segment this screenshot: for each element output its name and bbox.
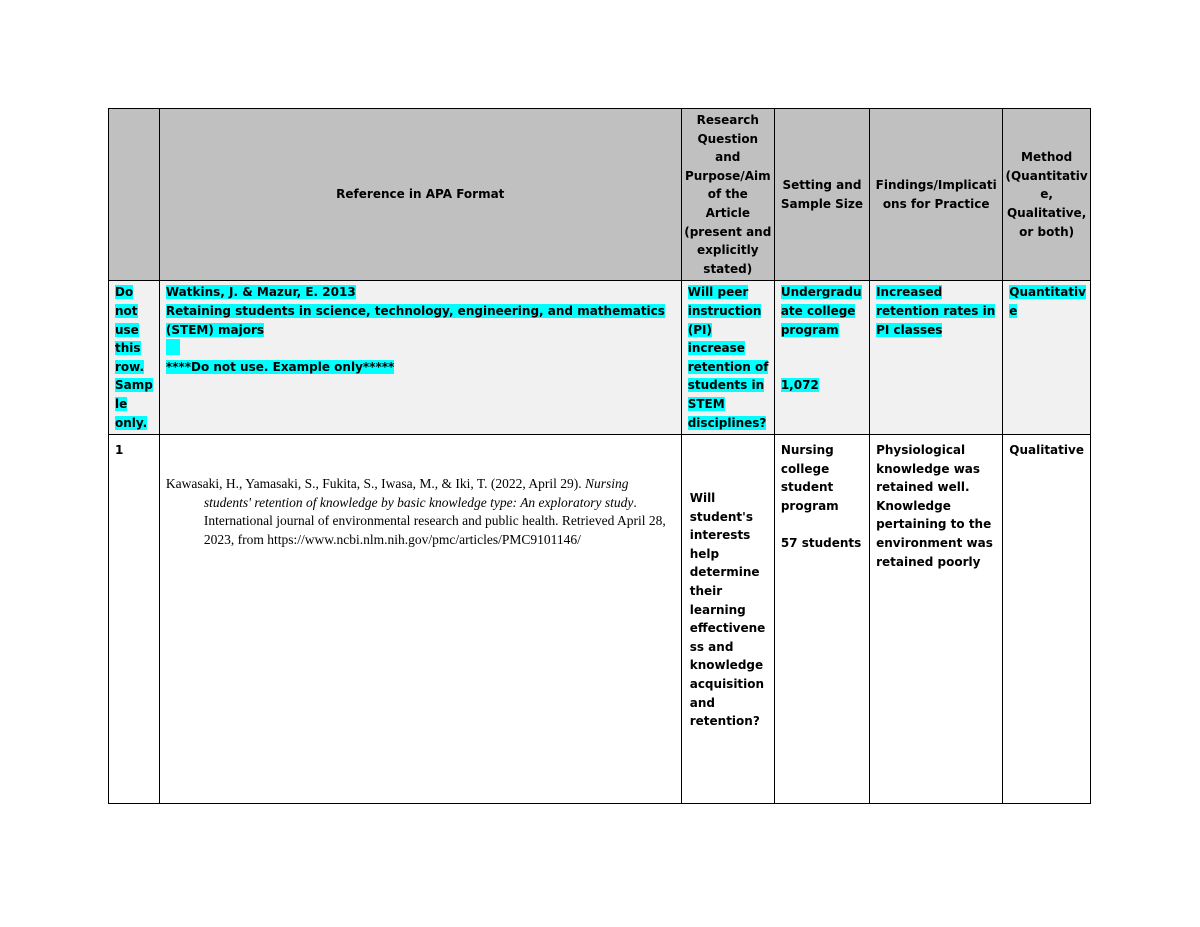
header-research-question-cell: Research Question and Purpose/Aim of the Article (present and explicitly stated): [681, 109, 774, 281]
entry-reference-citation: [166, 475, 677, 549]
entry-reference-title: Nursing students' retention of knowledge by basic knowledge type: An exploratory study: [203, 476, 634, 510]
example-method-text: Quantitative: [1009, 285, 1086, 318]
example-reference-note: ****Do not use. Example only*****: [165, 359, 395, 374]
example-number-text: Do not use this row. Sample only.: [115, 285, 153, 430]
example-findings-text: Increased retention rates in PI classes: [876, 285, 996, 337]
example-findings-cell: [870, 281, 1003, 435]
example-research-question-cell: [681, 281, 774, 435]
example-reference-title: Retaining students in science, technology, engineering, and mathematics (STEM) majors: [165, 303, 665, 337]
entry-sample-size: 57 students: [780, 536, 862, 551]
example-sample-size: 1,072: [780, 378, 819, 393]
entry-setting-text: Nursing college student program: [780, 443, 839, 513]
header-reference-cell: Reference in APA Format: [159, 109, 681, 281]
example-setting-text: Undergraduate college program: [780, 285, 862, 337]
entry-reference-authors: Kawasaki, H., Yamasaki, S., Fukita, S., Iwasa, M., & Iki, T. (2022, April 29).: [165, 476, 582, 492]
header-number-cell: [109, 109, 160, 281]
example-reference-authors: Watkins, J. & Mazur, E. 2013: [165, 285, 356, 300]
example-method-cell: [1003, 281, 1091, 435]
entry-reference-source: . International journal of environmental research and public health. Retrieved April 28, 2023, from https://www.ncbi.nlm.nih.gov/pmc/articles/PMC9101146/: [203, 494, 666, 547]
entry-setting-cell: [774, 435, 869, 804]
table-header-row: [109, 109, 1091, 281]
example-research-question-text: Will peer instruction (PI) increase retention of students in STEM disciplines?: [687, 285, 769, 430]
header-method-cell: Method (Quantitative, Qualitative, or both): [1003, 109, 1091, 281]
example-reference-cell: [159, 281, 681, 435]
example-setting-cell: [774, 281, 869, 435]
entry-number-cell: 1: [109, 435, 160, 804]
entry-reference-cell: [159, 435, 681, 804]
literature-review-table: [108, 108, 1091, 804]
entry-research-question-cell: [681, 435, 774, 804]
example-number-cell: [109, 281, 160, 435]
header-setting-cell: Setting and Sample Size: [774, 109, 869, 281]
header-findings-cell: Findings/Implications for Practice: [870, 109, 1003, 281]
entry-findings-cell: Physiological knowledge was retained well. Knowledge pertaining to the environment was retained poorly: [870, 435, 1003, 804]
entry-research-question-text: Will student's interests help determine their learning effectiveness and knowledge acquisition and retention?: [689, 491, 766, 729]
entry-method-cell: Qualitative: [1003, 435, 1091, 804]
entry-row: [109, 435, 1091, 804]
example-row: [109, 281, 1091, 435]
